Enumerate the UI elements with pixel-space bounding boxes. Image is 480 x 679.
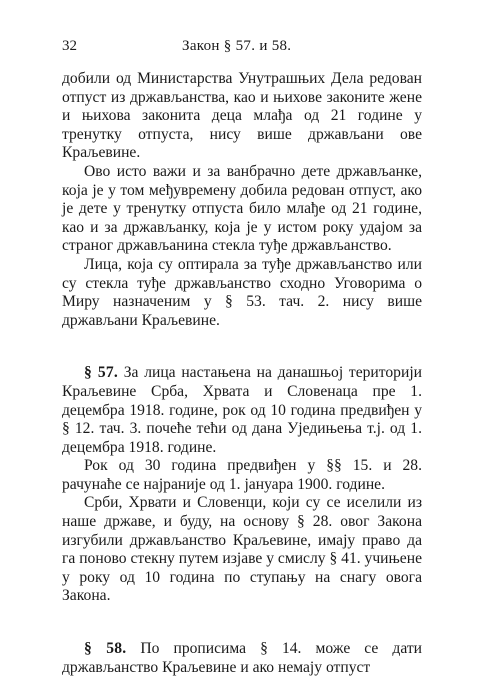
page-header — [62, 36, 422, 56]
section-mark: § 58. — [84, 640, 127, 658]
paragraph: добили од Министарства Унутрашњих Дела редован отпуст из држављанства, као и њихове законите жене и њихова законита деца млађа од 21 године у тренутку отпуста, нису више држављани ове Краљевине. — [62, 70, 422, 162]
page-number: 32 — [62, 38, 77, 54]
running-title: Закон § 57. и 58. — [182, 38, 292, 54]
book-page — [62, 36, 422, 677]
section-text: По прописима § 14. може се дати држављанство Краљевине и ако немају отпуст — [62, 640, 422, 676]
section-57 — [62, 364, 422, 457]
paragraph: Рок од 30 година предвиђен у §§ 15. и 28. рачунаће се најраније од 1. јануара 1900. године. — [62, 457, 422, 493]
section-mark: § 57. — [84, 364, 119, 382]
page-body — [62, 70, 422, 677]
section-58 — [62, 640, 422, 677]
paragraph: Лица, која су оптирала за туђе држављанство или су стекла туђе држављанство сходно Уговорима о Миру назначеним у § 53. тач. 2. нису више држављани Краљевине. — [62, 255, 422, 329]
paragraph: Срби, Хрвати и Словенци, који су се иселили из наше државе, и буду, на основу § 28. овог Закона изгубили држављанство Краљевине, имају право да га поново стекну путем изјаве у смислу § 41. учињене у року од 10 година по ступању на снагу овога Закона. — [62, 494, 422, 605]
section-text: За лица настањена на данашњој територији Краљевине Срба, Хрвата и Словенаца пре 1. децембра 1918. године, рок од 10 година предвиђен у § 12. тач. 3. почеће тећи од дана Уједињења т.ј. од 1. децембра 1918. године. — [62, 364, 422, 456]
paragraph: Ово исто важи и за ванбрачно дете држављанке, која је у том међувремену добила редован отпуст, ако је дете у тренутку отпуста било млађе од 21 године, као и за држављанку, која је у истом року удајом за страног држављанина стекла туђе држављанство. — [62, 162, 422, 255]
